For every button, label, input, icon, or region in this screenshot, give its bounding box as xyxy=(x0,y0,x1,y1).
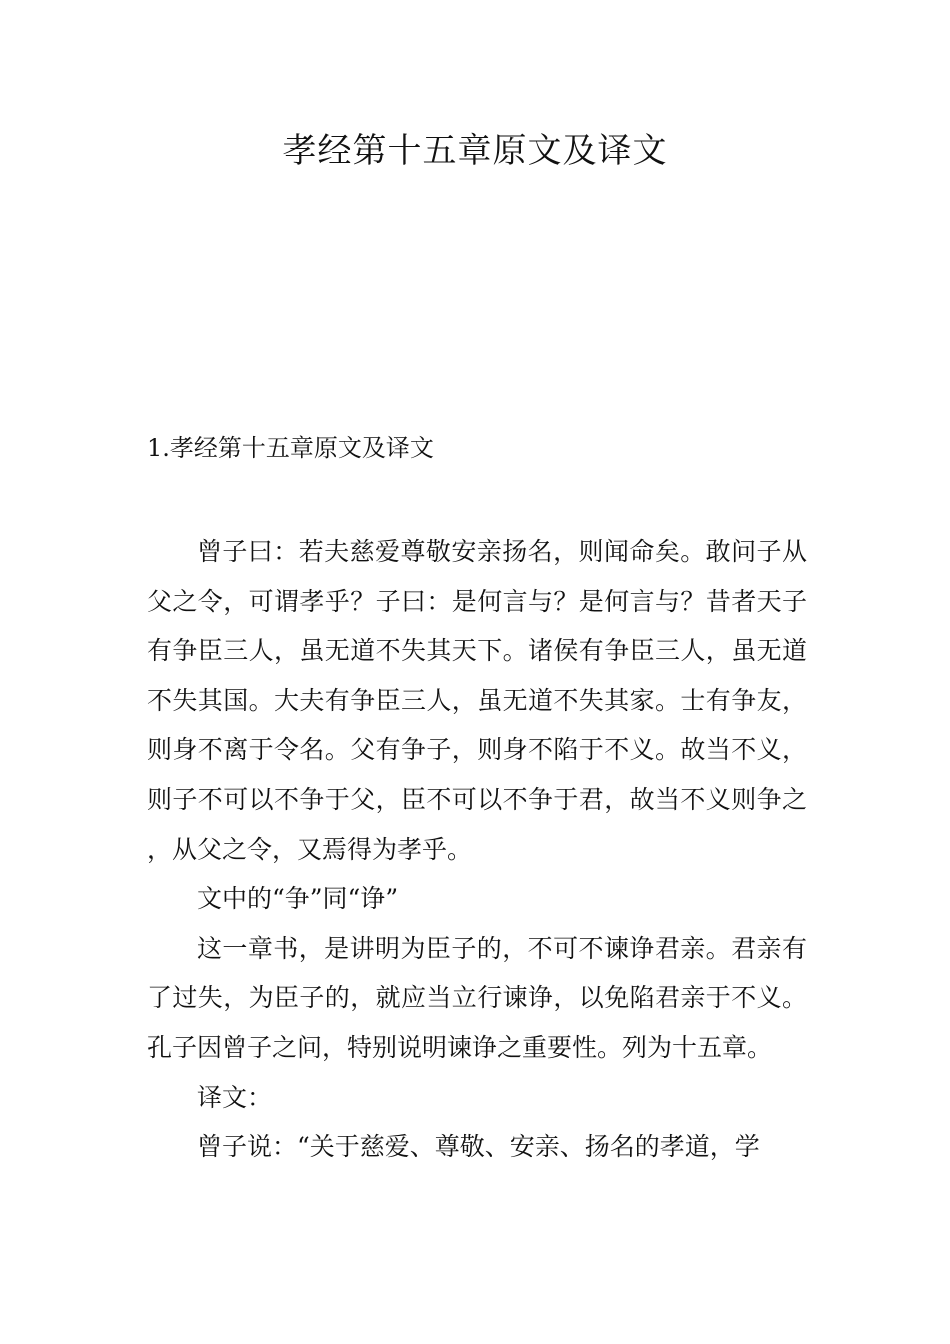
paragraph-note: 文中的“争”同“诤” xyxy=(197,884,399,914)
paragraph-translation-heading: 译文： xyxy=(197,1082,273,1112)
document-body xyxy=(147,527,807,1172)
document-title: 孝经第十五章原文及译文 xyxy=(282,131,668,171)
paragraph-translation: 曾子说：“关于慈爱、尊敬、安亲、扬名的孝道，学 xyxy=(197,1132,760,1162)
paragraph-explanation: 这一章书，是讲明为臣子的，不可不谏诤君亲。君亲有了过失，为臣子的，就应当立行谏诤，以免陷君亲于不义。孔子因曾子之问，特别说明谏诤之重要性。列为十五章。 xyxy=(147,933,807,1062)
section-heading: 1.孝经第十五章原文及译文 xyxy=(147,434,434,462)
paragraph-original-text: 曾子曰：若夫慈爱尊敬安亲扬名，则闻命矣。敢问子从父之令，可谓孝乎？子曰：是何言与？是何言与？昔者天子有争臣三人，虽无道不失其天下。诸侯有争臣三人，虽无道不失其国。大夫有争臣三人，虽无道不失其家。士有争友，则身不离于令名。父有争子，则身不陷于不义。故当不义，则子不可以不争于父，臣不可以不争于君，故当不义则争之，从父之令，又焉得为孝乎。 xyxy=(147,537,807,864)
